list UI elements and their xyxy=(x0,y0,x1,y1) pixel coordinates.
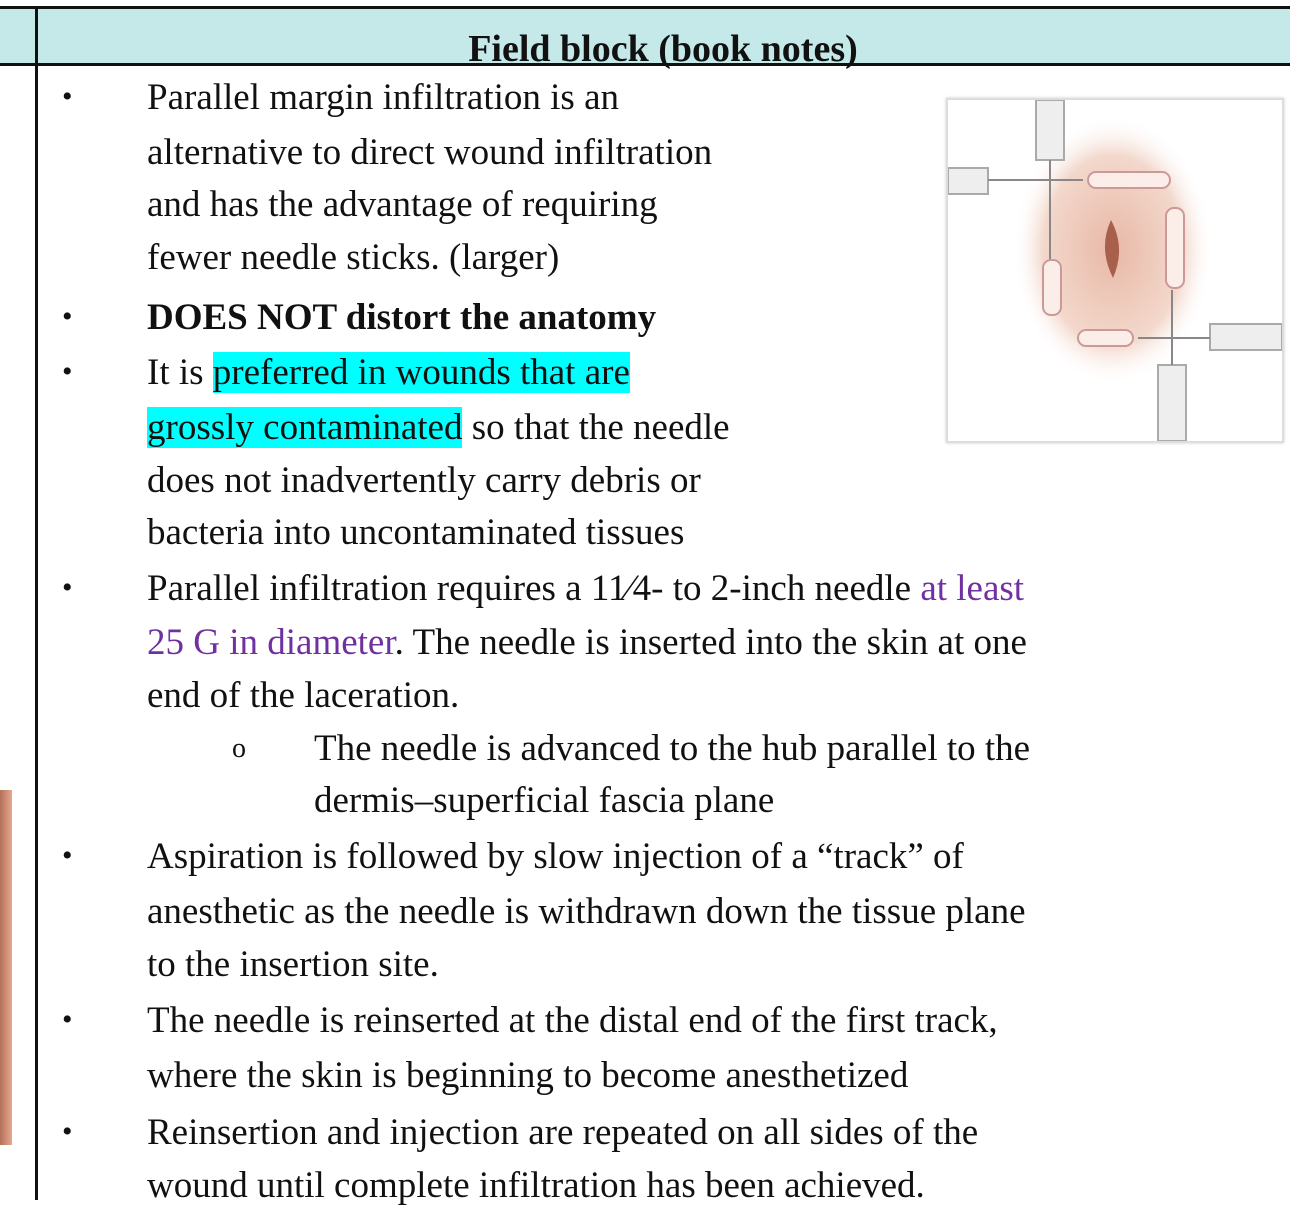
colored-text: 25 G in diameter xyxy=(147,622,395,663)
highlighted-text: preferred in wounds that are xyxy=(212,352,630,393)
item-3-line: bacteria into uncontaminated tissues xyxy=(147,512,685,553)
text: Parallel infiltration requires a 11⁄4- to 2-inch needle xyxy=(147,568,921,609)
item-8-line: wound until complete infiltration has been achieved. xyxy=(147,1165,925,1206)
item-7-line: The needle is reinserted at the distal end of the first track, xyxy=(147,1000,998,1041)
item-3-line xyxy=(147,402,730,454)
colored-text: at least xyxy=(920,568,1025,609)
left-cell-image xyxy=(0,790,12,1145)
item-3-line: does not inadvertently carry debris or xyxy=(147,460,701,501)
bullet-icon: • xyxy=(62,839,73,872)
item-2-line xyxy=(147,292,656,344)
highlighted-text: grossly contaminated xyxy=(147,407,463,448)
item-4-line: end of the laceration. xyxy=(147,675,460,716)
bold-text: DOES NOT distort the anatomy xyxy=(147,297,657,338)
bullet-icon: • xyxy=(62,1003,73,1036)
item-7-line: where the skin is beginning to become anesthetized xyxy=(147,1055,909,1096)
item-6-line: Aspiration is followed by slow injection of a “track” of xyxy=(147,836,964,877)
item-8-line: Reinsertion and injection are repeated on all sides of the xyxy=(147,1112,979,1153)
header-title: Field block (book notes) xyxy=(468,28,858,70)
sub-item-line: The needle is advanced to the hub parallel to the xyxy=(314,728,1031,769)
column-divider xyxy=(35,6,38,1200)
parallel-infiltration-figure xyxy=(946,98,1284,443)
item-6-line: anesthetic as the needle is withdrawn down the tissue plane xyxy=(147,891,1026,932)
item-1-line: Parallel margin infiltration is an xyxy=(147,77,619,118)
item-4-line xyxy=(147,563,1024,615)
text: . The needle is inserted into the skin at one xyxy=(394,622,1027,663)
sub-bullet-icon: o xyxy=(232,733,246,764)
table-header-row xyxy=(0,9,1290,70)
item-6-line: to the insertion site. xyxy=(147,944,439,985)
text: It is xyxy=(147,352,213,393)
sub-item-line: dermis–superficial fascia plane xyxy=(314,780,775,821)
item-3-line xyxy=(147,347,630,399)
bullet-icon: • xyxy=(62,571,73,604)
text: so that the needle xyxy=(462,407,730,448)
item-1-line: and has the advantage of requiring xyxy=(147,184,658,225)
bullet-icon: • xyxy=(62,300,73,333)
bullet-icon: • xyxy=(62,355,73,388)
bullet-icon: • xyxy=(62,80,73,113)
item-1-line: fewer needle sticks. (larger) xyxy=(147,237,560,278)
bullet-icon: • xyxy=(62,1115,73,1148)
item-1-line: alternative to direct wound infiltration xyxy=(147,132,713,173)
item-4-line xyxy=(147,617,1027,669)
